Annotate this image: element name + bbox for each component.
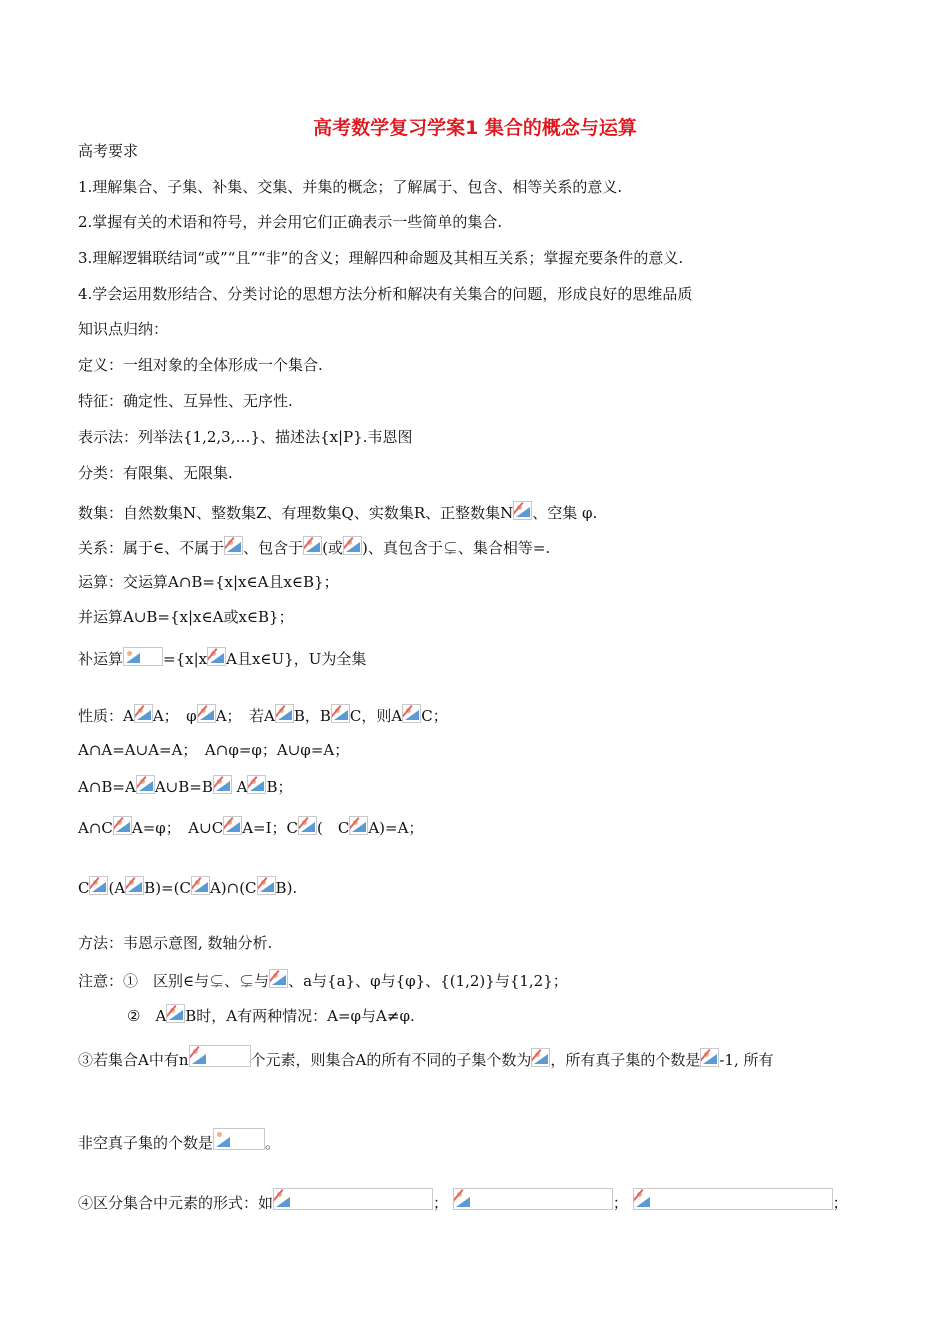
- text: C: [78, 879, 90, 897]
- heading-requirements: 高考要求: [78, 142, 139, 160]
- page-title: 高考数学复习学案1 集合的概念与运算: [313, 117, 637, 139]
- method-line: 方法：韦恩示意图, 数轴分析.: [78, 934, 273, 952]
- text: B)=(C: [144, 879, 191, 897]
- text: 补运算: [78, 650, 124, 668]
- property-4: [78, 816, 423, 838]
- note-4: [78, 1188, 848, 1213]
- formula-image-icon: [275, 704, 294, 723]
- text: -1, 所有: [719, 1051, 774, 1069]
- operation-intersection: 运算：交运算A∩B={x|x∈A且x∈B}；: [78, 573, 339, 591]
- text: 关系：属于∈、不属于: [78, 539, 225, 557]
- text: 。: [265, 1134, 281, 1152]
- formula-image-icon: [197, 704, 216, 723]
- operation-complement: [78, 647, 366, 669]
- note-3-continued: [78, 1128, 280, 1153]
- formula-image-icon: [213, 775, 232, 794]
- text: 数集：自然数集N、整数集Z、有理数集Q、实数集R、正整数集N: [78, 504, 514, 522]
- formula-image-icon: [123, 647, 163, 666]
- text: A∩C: [78, 819, 113, 837]
- note-1: [78, 969, 568, 991]
- text: ② A: [127, 1007, 167, 1025]
- property-1: [78, 704, 448, 726]
- formula-image-icon: [531, 1048, 550, 1067]
- formula-image-icon: [207, 647, 226, 666]
- requirement-2: 2.掌握有关的术语和符号，并会用它们正确表示一些简单的集合.: [78, 213, 503, 231]
- text: ③若集合A中有n: [78, 1051, 189, 1069]
- formula-image-icon: [213, 1128, 265, 1150]
- formula-image-icon: [298, 816, 317, 835]
- text: B).: [275, 879, 298, 897]
- text: ；: [433, 1194, 449, 1212]
- text: A； 若A: [215, 707, 275, 725]
- text: ={x|x: [163, 650, 208, 668]
- formula-image-icon: [247, 775, 266, 794]
- formula-image-icon: [269, 969, 288, 988]
- text: A)∩(C: [209, 879, 257, 897]
- formula-image-icon: [273, 1188, 433, 1210]
- formula-image-icon: [166, 1004, 185, 1023]
- heading-knowledge: 知识点归纳：: [78, 320, 169, 338]
- text: ，所有真子集的个数是: [550, 1051, 701, 1069]
- features-line: 特征：确定性、互异性、无序性.: [78, 392, 293, 410]
- formula-image-icon: [189, 1045, 251, 1067]
- relations-line: [78, 536, 550, 558]
- text: 非空真子集的个数是: [78, 1134, 214, 1152]
- text: A； φ: [152, 707, 197, 725]
- note-2: [127, 1004, 415, 1026]
- text: A且x∈U}，U为全集: [226, 650, 367, 668]
- formula-image-icon: [191, 876, 210, 895]
- text: (A: [108, 879, 126, 897]
- operation-union: 并运算A∪B={x|x∈A或x∈B}；: [78, 608, 294, 626]
- formula-image-icon: [113, 816, 132, 835]
- text: 、包含于: [243, 539, 304, 557]
- text: 、a与{a}、φ与{φ}、{(1,2)}与{1,2}；: [288, 972, 568, 990]
- text: A∪B=B: [154, 778, 213, 796]
- text: A: [236, 778, 248, 796]
- definition-line: 定义：一组对象的全体形成一个集合.: [78, 356, 323, 374]
- formula-image-icon: [513, 501, 532, 520]
- formula-image-icon: [700, 1048, 719, 1067]
- text: 个元素，则集合A的所有不同的子集个数为: [250, 1051, 532, 1069]
- number-sets-line: [78, 501, 597, 523]
- note-3: [78, 1045, 774, 1070]
- formula-image-icon: [223, 816, 242, 835]
- formula-image-icon: [224, 536, 243, 555]
- requirement-1: 1.理解集合、子集、补集、交集、并集的概念；了解属于、包含、相等关系的意义.: [78, 178, 623, 196]
- formula-image-icon: [633, 1188, 833, 1210]
- text: C；: [421, 707, 448, 725]
- property-3: [78, 775, 293, 797]
- formula-image-icon: [331, 704, 350, 723]
- classification-line: 分类：有限集、无限集.: [78, 464, 233, 482]
- text: 性质：A: [78, 707, 134, 725]
- text: 、空集 φ.: [532, 504, 598, 522]
- text: ④区分集合中元素的形式：如: [78, 1194, 274, 1212]
- text: B时，A有两种情况：A=φ与A≠φ.: [185, 1007, 415, 1025]
- formula-image-icon: [349, 816, 368, 835]
- formula-image-icon: [89, 876, 108, 895]
- formula-image-icon: [343, 536, 362, 555]
- requirement-3: 3.理解逻辑联结词“或”“且”“非”的含义；理解四种命题及其相互关系；掌握充要条件的意义.: [78, 249, 684, 267]
- text: ；: [832, 1194, 848, 1212]
- text: A)=A；: [368, 819, 424, 837]
- text: A=φ； A∪C: [131, 819, 224, 837]
- formula-image-icon: [402, 704, 421, 723]
- text: A∩B=A: [78, 778, 136, 796]
- text: (或: [322, 539, 343, 557]
- text: B，B: [293, 707, 331, 725]
- text: ( C: [317, 819, 350, 837]
- formula-image-icon: [303, 536, 322, 555]
- text: )、真包含于⊊、集合相等=.: [361, 539, 551, 557]
- property-5: [78, 876, 297, 898]
- text: C，则A: [349, 707, 403, 725]
- property-2: A∩A=A∪A=A； A∩φ=φ；A∪φ=A；: [78, 741, 350, 759]
- requirement-4: 4.学会运用数形结合、分类讨论的思想方法分析和解决有关集合的问题，形成良好的思维品质: [78, 285, 693, 303]
- notation-line: 表示法：列举法{1,2,3,…}、描述法{x|P}.韦恩图: [78, 428, 413, 446]
- formula-image-icon: [125, 876, 144, 895]
- text: A=I；C: [242, 819, 298, 837]
- text: B；: [266, 778, 293, 796]
- text: 注意：① 区别∈与⊊、⊊与: [78, 972, 270, 990]
- formula-image-icon: [136, 775, 155, 794]
- formula-image-icon: [453, 1188, 613, 1210]
- formula-image-icon: [257, 876, 276, 895]
- text: ；: [612, 1194, 628, 1212]
- formula-image-icon: [134, 704, 153, 723]
